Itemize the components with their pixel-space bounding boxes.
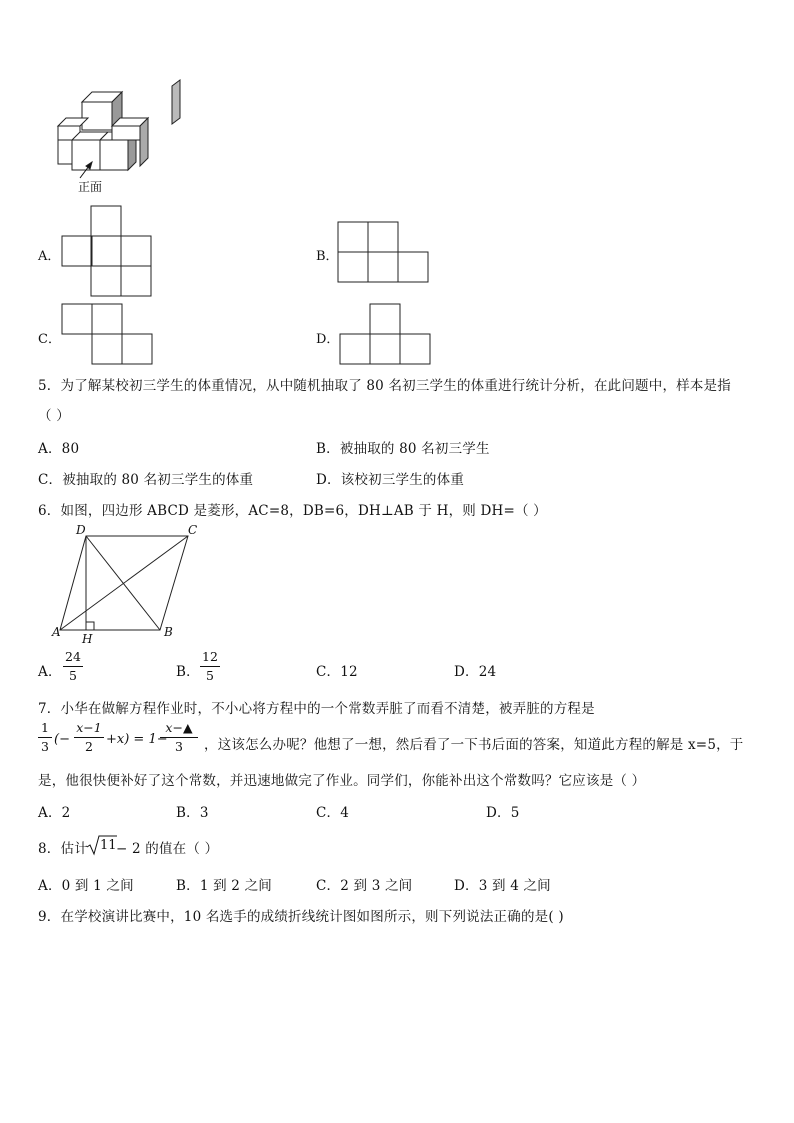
q8-stem-prefix: 8．估计	[38, 841, 88, 857]
q4-option-a-figure	[60, 204, 152, 296]
q6-option-a-numerator: 24	[65, 649, 81, 664]
cube-stack-figure	[50, 78, 150, 193]
q5-option-d[interactable]: D．该校初三学生的体重	[316, 472, 465, 488]
q7-eq-f1-num: 1	[41, 720, 49, 735]
q4-option-b-letter[interactable]: B．	[316, 249, 339, 264]
q8-option-d[interactable]: D．3 到 4 之间	[454, 878, 551, 894]
q7-eq-fraction-1	[38, 720, 52, 755]
q6-option-a-fraction	[63, 649, 83, 684]
q5-option-b[interactable]: B．被抽取的 80 名初三学生	[316, 441, 490, 457]
q6-option-b-letter[interactable]: B．	[176, 664, 200, 680]
q9-stem: 9．在学校演讲比赛中，10 名选手的成绩折线统计图如图所示，则下列说法正确的是( )	[38, 909, 564, 925]
q7-eq-fraction-3	[160, 720, 198, 755]
q7-option-b[interactable]: B．3	[176, 805, 209, 821]
q5-stem-line2: （ ）	[38, 408, 70, 424]
q7-option-c[interactable]: C．4	[316, 805, 350, 821]
vertex-a-label: A	[52, 625, 61, 639]
q7-stem-line1: 7．小华在做解方程作业时，不小心将方程中的一个常数弄脏了而看不清楚，被弄脏的方程是	[38, 701, 595, 717]
q4-option-a-letter[interactable]: A．	[38, 249, 61, 264]
q6-option-d[interactable]: D．24	[454, 664, 497, 680]
q8-option-a[interactable]: A．0 到 1 之间	[38, 878, 134, 894]
vertex-b-label: B	[164, 625, 173, 639]
q6-option-a-denominator: 5	[69, 668, 77, 683]
q7-eq-open: (−	[54, 732, 70, 747]
q5-option-c[interactable]: C．被抽取的 80 名初三学生的体重	[38, 472, 254, 488]
q7-eq-f2-num: x−1	[76, 720, 102, 735]
q6-option-b-numerator: 12	[202, 649, 218, 664]
q6-stem: 6．如图，四边形 ABCD 是菱形，AC=8，DB=6，DH⊥AB 于 H，则 DH=（ ）	[38, 503, 547, 519]
vertex-d-label: D	[76, 523, 86, 537]
q7-stem-line3: 是，他很快便补好了这个常数，并迅速地做完了作业。同学们，你能补出这个常数吗？它应该是（ ）	[38, 773, 646, 789]
front-view-label: 正面	[78, 180, 103, 194]
q7-eq-fraction-2	[74, 720, 104, 755]
q4-option-d-figure	[338, 302, 430, 364]
q4-option-d-letter[interactable]: D．	[316, 332, 340, 347]
q6-option-a-letter[interactable]: A．	[38, 664, 62, 680]
q8-radicand: 11	[100, 838, 117, 853]
rhombus-figure	[48, 522, 218, 642]
q5-stem-line1: 5．为了解某校初三学生的体重情况，从中随机抽取了 80 名初三学生的体重进行统计分析，在此问题中，样本是指	[38, 378, 731, 394]
q8-stem-suffix: − 2 的值在（ ）	[116, 841, 219, 857]
q6-option-b-denominator: 5	[206, 668, 214, 683]
point-h-label: H	[82, 632, 93, 646]
q7-option-d[interactable]: D．5	[486, 805, 520, 821]
q5-option-a[interactable]: A．80	[38, 441, 80, 457]
q6-option-b-fraction	[200, 649, 220, 684]
vertex-c-label: C	[188, 523, 198, 537]
q7-eq-f1-den: 3	[41, 739, 49, 754]
q4-option-c-letter[interactable]: C．	[38, 332, 61, 347]
q6-option-c[interactable]: C．12	[316, 664, 358, 680]
q7-eq-middle: +x) = 1−	[106, 732, 168, 747]
q7-eq-f2-den: 2	[85, 739, 93, 754]
q4-option-c-figure	[60, 302, 152, 364]
q7-eq-f3-den: 3	[175, 739, 183, 754]
q7-stem-line2: ，这该怎么办呢？他想了一想，然后看了一下书后面的答案，知道此方程的解是 x=5，于	[204, 737, 744, 753]
q7-option-a[interactable]: A．2	[38, 805, 71, 821]
q4-option-b-figure	[336, 220, 428, 282]
q8-option-c[interactable]: C．2 到 3 之间	[316, 878, 413, 894]
q7-eq-f3-num: x−▲	[165, 720, 193, 735]
q8-option-b[interactable]: B．1 到 2 之间	[176, 878, 272, 894]
